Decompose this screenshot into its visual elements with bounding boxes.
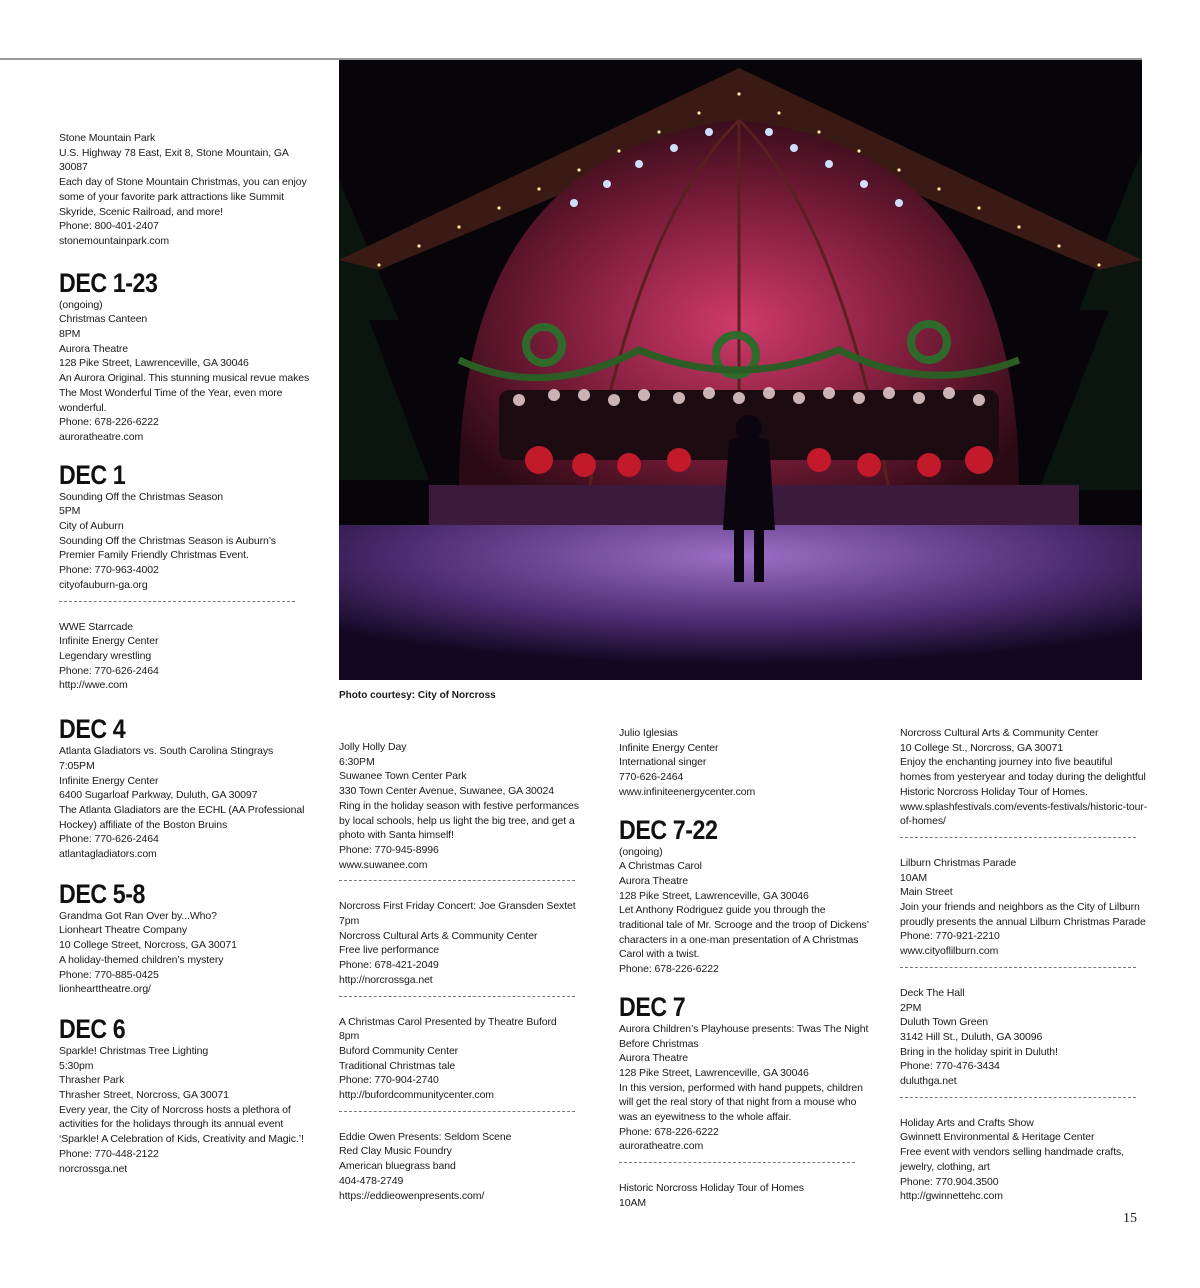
- event-line: https://eddieowenpresents.com/: [339, 1189, 485, 1202]
- event-line: homes from yesteryear and today during the delightful: [900, 771, 1146, 784]
- event-line: Norcross Cultural Arts & Community Center: [339, 929, 538, 942]
- event-line: Free event with vendors selling handmade crafts,: [900, 1146, 1124, 1159]
- event-line: Phone: 678-226-6222: [619, 1125, 719, 1138]
- bandstand-choir-photo: [339, 60, 1142, 680]
- event-line: some of your favorite park attractions like Summit: [59, 190, 284, 203]
- event-line: norcrossga.net: [59, 1162, 128, 1175]
- event-line: Duluth Town Green: [900, 1016, 988, 1029]
- event-eddie-owen: [339, 1130, 589, 1204]
- event-line: 2PM: [900, 1001, 922, 1014]
- event-line: photo with Santa himself!: [339, 829, 454, 842]
- event-line: Phone: 770.904.3500: [900, 1175, 999, 1188]
- event-line: Lilburn Christmas Parade: [900, 856, 1017, 869]
- column-2: [339, 740, 589, 1203]
- event-line: 7pm: [339, 915, 360, 928]
- event-line: jewelry, clothing, art: [900, 1160, 990, 1173]
- event-line: International singer: [619, 756, 707, 769]
- event-line: Traditional Christmas tale: [339, 1059, 456, 1072]
- event-deck-the-hall: [900, 986, 1150, 1089]
- event-line: Phone: 800-401-2407: [59, 220, 159, 233]
- event-line: Phone: 770-945-8996: [339, 843, 439, 856]
- event-line: Every year, the City of Norcross hosts a plethora of: [59, 1103, 291, 1116]
- event-line: wonderful.: [59, 401, 107, 414]
- event-line: A Christmas Carol: [619, 860, 702, 873]
- event-line: 10 College Street, Norcross, GA 30071: [59, 939, 237, 952]
- event-line: Skyride, Scenic Railroad, and more!: [59, 205, 223, 218]
- dashed-separator: [339, 1111, 575, 1112]
- event-line: U.S. Highway 78 East, Exit 8, Stone Mountain, GA: [59, 146, 289, 159]
- event-dec-7: [619, 993, 874, 1154]
- event-line: 10AM: [619, 1196, 647, 1209]
- date-heading: DEC 1-23: [59, 267, 158, 298]
- event-first-friday-concert: [339, 899, 589, 987]
- event-jolly-holly-day: [339, 740, 589, 872]
- event-line: Historic Norcross Holiday Tour of Homes: [619, 1182, 804, 1195]
- event-line: Norcross First Friday Concert: Joe Gransden Sextet: [339, 900, 576, 913]
- event-line: www.suwanee.com: [339, 858, 428, 871]
- event-line: Red Clay Music Foundry: [339, 1145, 452, 1158]
- event-line: Buford Community Center: [339, 1044, 459, 1057]
- event-line: Christmas Canteen: [59, 313, 148, 326]
- event-line: 6:30PM: [339, 755, 375, 768]
- event-line: Stone Mountain Park: [59, 132, 156, 144]
- event-norcross-tour-of-homes: [619, 1181, 874, 1210]
- date-heading: DEC 6: [59, 1013, 126, 1044]
- event-line: Suwanee Town Center Park: [339, 770, 467, 783]
- event-line: www.cityoflilburn.com: [900, 945, 999, 958]
- event-line: Main Street: [900, 886, 953, 899]
- event-line: Join your friends and neighbors as the City of Lilburn: [900, 901, 1140, 914]
- event-line: 8PM: [59, 328, 81, 341]
- event-line: Phone: 770-626-2464: [59, 664, 159, 677]
- event-julio-iglesias: [619, 726, 874, 800]
- event-line: Sparkle! Christmas Tree Lighting: [59, 1044, 209, 1057]
- event-line: Carol with a twist.: [619, 948, 700, 961]
- event-line: The Atlanta Gladiators are the ECHL (AA Professional: [59, 803, 305, 816]
- event-line: traditional tale of Mr. Scrooge and the troop of Dickens’: [619, 919, 869, 932]
- event-line: proudly presents the annual Lilburn Christmas Parade: [900, 915, 1146, 928]
- event-line: Phone: 770-448-2122: [59, 1147, 159, 1160]
- event-dec-1: [59, 461, 329, 593]
- event-line: 128 Pike Street, Lawrenceville, GA 30046: [619, 889, 809, 902]
- event-dec-7-22: [619, 816, 874, 977]
- event-line: http://wwe.com: [59, 679, 128, 692]
- event-line: 770-626-2464: [619, 771, 684, 784]
- event-line: Each day of Stone Mountain Christmas, you can enjoy: [59, 176, 307, 189]
- event-line: In this version, performed with hand puppets, children: [619, 1081, 863, 1094]
- event-line: lionhearttheatre.org/: [59, 983, 151, 996]
- event-line: 3142 Hill St., Duluth, GA 30096: [900, 1030, 1043, 1043]
- event-line: http://norcrossga.net: [339, 973, 433, 986]
- event-line: Premier Family Friendly Christmas Event.: [59, 549, 249, 562]
- event-stone-mountain: [59, 131, 329, 249]
- date-heading: DEC 4: [59, 714, 126, 745]
- event-line: activities for the holidays through its annual event: [59, 1118, 284, 1131]
- event-line: www.infiniteenergycenter.com: [619, 785, 756, 798]
- event-line: stonemountainpark.com: [59, 234, 169, 247]
- event-line: Phone: 770-904-2740: [339, 1074, 439, 1087]
- event-line: Legendary wrestling: [59, 649, 152, 662]
- event-line: Historic Norcross Holiday Tour of Homes.: [900, 785, 1088, 798]
- event-line: 404-478-2749: [339, 1174, 404, 1187]
- event-line: 128 Pike Street, Lawrenceville, GA 30046: [59, 357, 249, 370]
- event-line: Phone: 770-626-2464: [59, 833, 159, 846]
- event-line: Enjoy the enchanting journey into five beautiful: [900, 756, 1113, 769]
- event-line: Phone: 770-921-2210: [900, 930, 1000, 943]
- event-line: 330 Town Center Avenue, Suwanee, GA 30024: [339, 785, 555, 798]
- event-line: A Christmas Carol Presented by Theatre Buford: [339, 1015, 557, 1028]
- event-line: Thrasher Street, Norcross, GA 30071: [59, 1089, 229, 1102]
- choir-scene-illustration: [339, 60, 1142, 680]
- event-line: Aurora Theatre: [619, 1052, 689, 1065]
- event-dec-1-23: [59, 269, 329, 445]
- event-line: 128 Pike Street, Lawrenceville, GA 30046: [619, 1066, 809, 1079]
- event-line: Infinite Energy Center: [619, 741, 719, 754]
- event-line: An Aurora Original. This stunning musical revue makes: [59, 372, 310, 385]
- event-line: will get the real story of that night from a mouse who: [619, 1096, 857, 1109]
- event-line: 5PM: [59, 505, 81, 518]
- page-number: 15: [1123, 1211, 1137, 1226]
- event-tour-of-homes-continued: [900, 726, 1150, 829]
- column-3: [619, 726, 874, 1211]
- date-heading: DEC 7-22: [619, 814, 718, 845]
- event-line: Sounding Off the Christmas Season: [59, 490, 224, 503]
- event-line: Phone: 770-885-0425: [59, 968, 159, 981]
- event-line: http://bufordcommunitycenter.com: [339, 1089, 494, 1102]
- date-heading: DEC 7: [619, 991, 686, 1022]
- event-holiday-arts-crafts: [900, 1116, 1150, 1204]
- event-line: www.splashfestivals.com/events-festivals/historic-tour-: [900, 800, 1148, 813]
- event-wwe-starrcade: [59, 620, 329, 694]
- event-line: A holiday-themed children’s mystery: [59, 953, 224, 966]
- event-line: American bluegrass band: [339, 1160, 456, 1173]
- photo-caption: Photo courtesy: City of Norcross: [339, 690, 496, 701]
- event-line: Free live performance: [339, 944, 440, 957]
- event-line: Grandma Got Ran Over by...Who?: [59, 909, 217, 922]
- event-line: The Most Wonderful Time of the Year, even more: [59, 386, 283, 399]
- event-line: was an eyewitness to the whole affair.: [619, 1111, 792, 1124]
- event-line: (ongoing): [59, 298, 103, 311]
- column-1: [59, 131, 329, 1190]
- event-christmas-carol-buford: [339, 1015, 589, 1103]
- event-line: Holiday Arts and Crafts Show: [900, 1116, 1034, 1129]
- event-line: Gwinnett Environmental & Heritage Center: [900, 1131, 1095, 1144]
- dashed-separator: [339, 880, 575, 881]
- event-line: 10 College St., Norcross, GA 30071: [900, 741, 1063, 754]
- dashed-separator: [619, 1162, 855, 1163]
- event-line: 5:30pm: [59, 1059, 94, 1072]
- event-line: ‘Sparkle! A Celebration of Kids, Creativity and Magic.’!: [59, 1133, 304, 1146]
- event-line: Phone: 678-421-2049: [339, 959, 439, 972]
- event-line: http://gwinnettehc.com: [900, 1190, 1003, 1203]
- dashed-separator: [339, 996, 575, 997]
- event-line: 10AM: [900, 871, 928, 884]
- event-line: City of Auburn: [59, 520, 124, 533]
- event-line: Phone: 770-476-3434: [900, 1060, 1000, 1073]
- event-line: 7:05PM: [59, 759, 95, 772]
- event-line: Eddie Owen Presents: Seldom Scene: [339, 1130, 512, 1143]
- event-line: Ring in the holiday season with festive performances: [339, 799, 579, 812]
- event-line: Aurora Theatre: [619, 874, 689, 887]
- dashed-separator: [900, 967, 1136, 968]
- event-line: Infinite Energy Center: [59, 635, 159, 648]
- event-line: WWE Starrcade: [59, 620, 133, 633]
- event-line: Bring in the holiday spirit in Duluth!: [900, 1045, 1058, 1058]
- event-line: auroratheatre.com: [619, 1140, 704, 1153]
- event-line: Thrasher Park: [59, 1074, 125, 1087]
- dashed-separator: [900, 837, 1136, 838]
- event-line: 30087: [59, 161, 88, 174]
- event-line: atlantagladiators.com: [59, 848, 157, 861]
- event-dec-6: [59, 1015, 329, 1176]
- event-line: (ongoing): [619, 845, 663, 858]
- event-line: Let Anthony Rodriguez guide you through the: [619, 904, 826, 917]
- event-line: Phone: 770-963-4002: [59, 564, 159, 577]
- event-line: of-homes/: [900, 815, 946, 828]
- event-line: auroratheatre.com: [59, 430, 144, 443]
- event-line: duluthga.net: [900, 1075, 957, 1088]
- event-lilburn-parade: [900, 856, 1150, 959]
- event-line: Before Christmas: [619, 1037, 699, 1050]
- event-line: cityofauburn-ga.org: [59, 578, 148, 591]
- event-line: Deck The Hall: [900, 986, 965, 999]
- event-line: Jolly Holly Day: [339, 741, 407, 753]
- event-line: characters in a one-man presentation of A Christmas: [619, 933, 859, 946]
- event-line: by local schools, help us light the big tree, and get a: [339, 814, 575, 827]
- event-line: Sounding Off the Christmas Season is Auburn’s: [59, 534, 276, 547]
- event-dec-4: [59, 715, 329, 862]
- event-line: 8pm: [339, 1030, 360, 1043]
- column-4: [900, 726, 1150, 1204]
- event-line: Aurora Theatre: [59, 342, 129, 355]
- event-line: Julio Iglesias: [619, 727, 678, 739]
- event-line: Norcross Cultural Arts & Community Center: [900, 727, 1099, 739]
- date-heading: DEC 5-8: [59, 878, 146, 909]
- event-line: Hockey) affiliate of the Boston Bruins: [59, 818, 228, 831]
- dashed-separator: [900, 1097, 1136, 1098]
- event-line: Infinite Energy Center: [59, 774, 159, 787]
- event-line: Aurora Children’s Playhouse presents: Twas The Night: [619, 1022, 869, 1035]
- dashed-separator: [59, 601, 295, 602]
- event-line: Phone: 678-226-6222: [619, 963, 719, 976]
- event-line: Atlanta Gladiators vs. South Carolina Stingrays: [59, 745, 274, 758]
- date-heading: DEC 1: [59, 459, 126, 490]
- event-line: 6400 Sugarloaf Parkway, Duluth, GA 30097: [59, 789, 258, 802]
- event-dec-5-8: [59, 880, 329, 997]
- event-line: Phone: 678-226-6222: [59, 416, 159, 429]
- event-line: Lionheart Theatre Company: [59, 924, 188, 937]
